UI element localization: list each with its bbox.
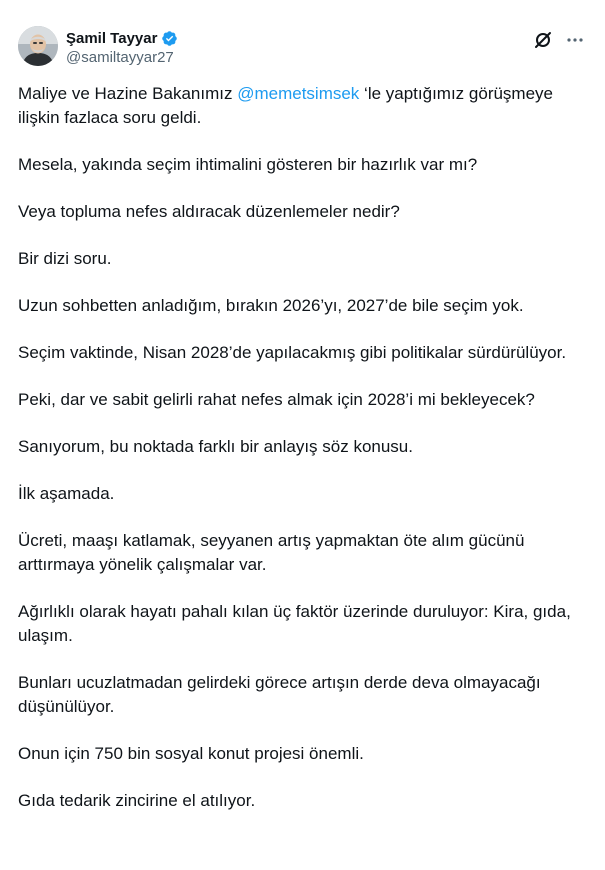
tweet-paragraph: Veya topluma nefes aldıracak düzenlemeler nedir? xyxy=(18,202,400,221)
intro-text-after: ‘le yaptığımız görüşmeye ilişkin fazlaca soru geldi. xyxy=(18,84,554,127)
tweet-paragraph: Uzun sohbetten anladığım, bırakın 2026’yı, 2027’de bile seçim yok. xyxy=(18,296,524,315)
grok-icon[interactable] xyxy=(533,30,553,50)
tweet-paragraph: Gıda tedarik zincirine el atılıyor. xyxy=(18,791,256,810)
author-names xyxy=(66,28,178,68)
tweet-paragraph: Seçim vaktinde, Nisan 2028’de yapılacakmış gibi politikalar sürdürülüyor. xyxy=(18,343,567,362)
tweet-paragraph: Onun için 750 bin sosyal konut projesi önemli. xyxy=(18,744,364,763)
tweet-paragraph: Ücreti, maaşı katlamak, seyyanen artış yapmaktan öte alım gücünü arttırmaya yönelik çalışmalar var. xyxy=(18,531,525,574)
tweet-paragraph: Mesela, yakında seçim ihtimalini gösteren bir hazırlık var mı? xyxy=(18,155,478,174)
tweet-paragraph: Bir dizi soru. xyxy=(18,249,112,268)
tweet-paragraph: İlk aşamada. xyxy=(18,484,115,503)
verified-badge-icon[interactable] xyxy=(161,30,178,47)
tweet-text xyxy=(18,82,578,836)
display-name[interactable]: Şamil Tayyar xyxy=(66,29,158,47)
avatar[interactable] xyxy=(18,26,58,66)
tweet-paragraph: Peki, dar ve sabit gelirli rahat nefes almak için 2028’i mi bekleyecek? xyxy=(18,390,535,409)
header-actions xyxy=(533,30,585,50)
display-name-row xyxy=(66,28,178,48)
intro-text-before: Maliye ve Hazine Bakanımız xyxy=(18,84,238,103)
mention-link[interactable]: @memetsimsek xyxy=(237,84,360,103)
tweet-paragraph: Ağırlıklı olarak hayatı pahalı kılan üç faktör üzerinde duruluyor: Kira, gıda, ulaşım. xyxy=(18,602,571,645)
tweet-paragraph: Bunları ucuzlatmadan gelirdeki görece artışın derde deva olmayacağı düşünülüyor. xyxy=(18,673,541,716)
handle[interactable]: @samiltayyar27 xyxy=(66,49,174,66)
tweet-paragraph-intro xyxy=(18,82,578,130)
tweet-header xyxy=(18,26,587,70)
more-options-icon[interactable] xyxy=(565,30,585,50)
tweet-paragraph: Sanıyorum, bu noktada farklı bir anlayış söz konusu. xyxy=(18,437,413,456)
